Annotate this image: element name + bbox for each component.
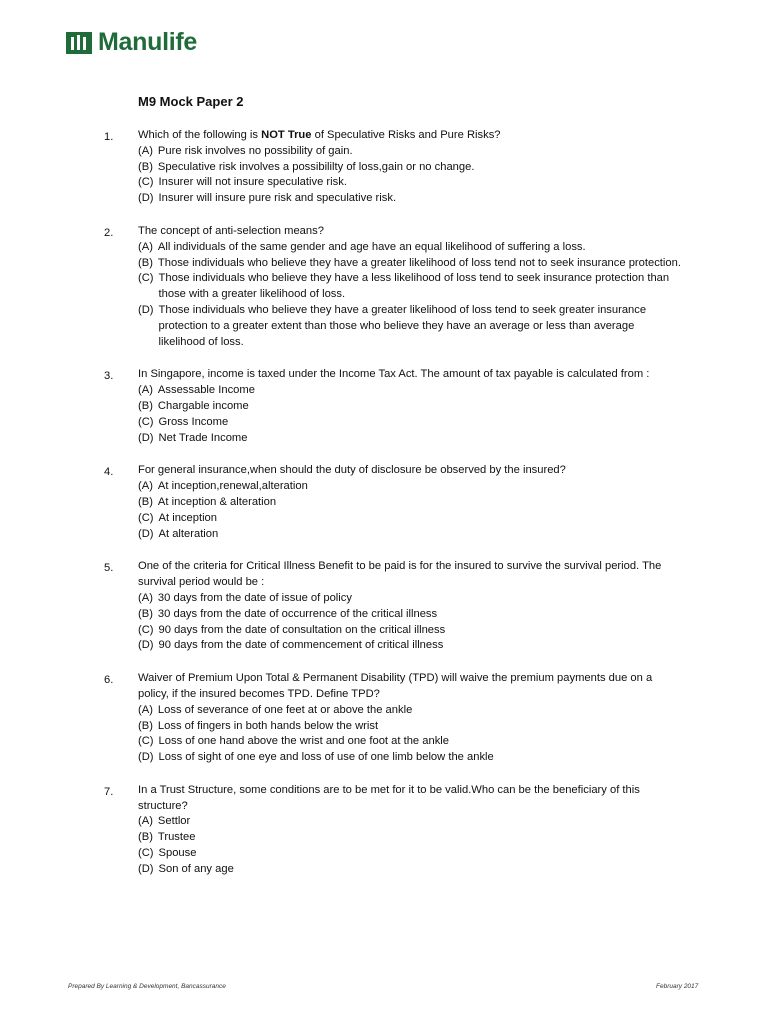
option-letter: (C) [138, 735, 154, 748]
option-letter: (C) [138, 176, 154, 189]
option-letter: (D) [138, 639, 154, 652]
option-b [138, 830, 683, 846]
question-number: 2. [104, 226, 114, 239]
question-number: 7. [104, 785, 114, 798]
option-letter: (D) [138, 862, 154, 875]
option-b [138, 160, 683, 176]
option-letter: (D) [138, 527, 154, 540]
question-number: 3. [104, 370, 114, 383]
option-text: Pure risk involves no possibility of gain. [157, 144, 353, 157]
option-letter: (C) [138, 847, 154, 860]
option-text: At alteration [158, 527, 219, 540]
question-5 [0, 559, 768, 654]
option-text: Gross Income [158, 415, 229, 428]
question-3 [0, 367, 768, 446]
option-d [138, 750, 683, 766]
option-d [138, 191, 683, 207]
option-b [138, 607, 683, 623]
option-text: Net Trade Income [158, 431, 248, 444]
option-letter: (B) [138, 160, 153, 173]
option-a [138, 814, 683, 830]
option-text: Speculative risk involves a possibililty of loss,gain or no change. [157, 160, 475, 173]
option-text: Those individuals who believe they have a less likelihood of loss tend to seek insurance protection than those with a greater likelihood of loss. [158, 272, 670, 301]
option-c [138, 415, 683, 431]
option-a [138, 703, 683, 719]
option-b [138, 399, 683, 415]
option-text: At inception,renewal,alteration [157, 480, 308, 493]
option-text: Insurer will insure pure risk and speculative risk. [158, 192, 397, 205]
option-text: Loss of fingers in both hands below the wrist [157, 719, 379, 732]
option-letter: (B) [138, 607, 153, 620]
footer-date: February 2017 [656, 983, 699, 990]
option-text: All individuals of the same gender and age have an equal likelihood of suffering a loss. [157, 240, 586, 253]
option-text: Son of any age [158, 862, 234, 875]
option-letter: (A) [138, 591, 153, 604]
brand-name: Manulife [98, 28, 197, 56]
option-letter: (A) [138, 815, 153, 828]
option-c [138, 175, 683, 191]
option-c [138, 271, 683, 303]
option-letter: (D) [138, 192, 154, 205]
option-a [138, 383, 683, 399]
option-letter: (D) [138, 751, 154, 764]
option-text: Loss of severance of one feet at or above the ankle [157, 703, 413, 716]
option-text: Those individuals who believe they have a greater likelihood of loss tend not to seek insurance protection. [157, 256, 681, 269]
option-d [138, 303, 683, 350]
option-text: Trustee [157, 831, 196, 844]
option-letter: (C) [138, 272, 154, 285]
option-b [138, 719, 683, 735]
question-stem: The concept of anti-selection means? [138, 224, 324, 237]
option-text: Loss of one hand above the wrist and one foot at the ankle [158, 735, 449, 748]
option-letter: (B) [138, 399, 153, 412]
option-d [138, 638, 683, 654]
option-letter: (B) [138, 495, 153, 508]
question-stem: Waiver of Premium Upon Total & Permanent Disability (TPD) will waive the premium payments due on a policy, if the insured becomes TPD. Define TPD? [138, 672, 653, 700]
option-letter: (C) [138, 415, 154, 428]
option-text: Those individuals who believe they have a greater likelihood of loss tend to seek greater insurance protection to a greater extent than those who believe they have an average or less than average likelihood of loss. [158, 303, 647, 348]
option-text: At inception & alteration [157, 495, 277, 508]
option-text: 30 days from the date of issue of policy [157, 591, 352, 604]
option-a [138, 591, 683, 607]
option-b [138, 256, 683, 272]
option-c [138, 511, 683, 527]
option-a [138, 144, 683, 160]
manulife-logo [66, 28, 197, 57]
option-text: 30 days from the date of occurrence of the critical illness [157, 607, 438, 620]
question-6 [0, 671, 768, 766]
option-text: Assessable Income [157, 384, 255, 397]
option-c [138, 734, 683, 750]
question-1 [0, 128, 768, 207]
stem-emphasis: NOT True [261, 129, 312, 141]
option-text: 90 days from the date of commencement of critical illness [158, 639, 444, 652]
page-title: M9 Mock Paper 2 [138, 94, 244, 109]
manulife-logo-icon [66, 32, 92, 54]
question-stem: In a Trust Structure, some conditions are to be met for it to be valid.Who can be the beneficiary of this structure? [138, 783, 640, 812]
option-letter: (B) [138, 256, 153, 269]
option-letter: (C) [138, 623, 154, 636]
option-d [138, 862, 683, 878]
option-text: Spouse [158, 847, 197, 860]
option-c [138, 846, 683, 862]
stem-text: of Speculative Risks and Pure Risks? [311, 129, 501, 141]
question-list [0, 128, 768, 878]
question-7 [0, 783, 768, 878]
option-text: At inception [158, 511, 217, 524]
question-stem: In Singapore, income is taxed under the Income Tax Act. The amount of tax payable is calculated from : [138, 368, 650, 381]
option-letter: (A) [138, 240, 153, 253]
question-2 [0, 224, 768, 350]
stem-text: Which of the following is [138, 129, 262, 141]
option-letter: (B) [138, 831, 153, 844]
option-d [138, 431, 683, 447]
option-a [138, 240, 683, 256]
option-a [138, 479, 683, 495]
option-b [138, 495, 683, 511]
option-letter: (A) [138, 144, 153, 157]
question-number: 6. [104, 674, 114, 687]
option-letter: (A) [138, 384, 153, 397]
option-text: 90 days from the date of consultation on the critical illness [158, 623, 446, 636]
question-number: 1. [104, 131, 114, 143]
footer-prepared-by: Prepared By Learning & Development, Bancassurance [68, 983, 226, 990]
option-letter: (A) [138, 703, 153, 716]
question-stem: One of the criteria for Critical Illness Benefit to be paid is for the insured to survive the survival period. The survival period would be : [138, 560, 662, 589]
question-stem: For general insurance,when should the duty of disclosure be observed by the insured? [138, 464, 566, 477]
option-d [138, 527, 683, 543]
option-letter: (B) [138, 719, 153, 732]
option-text: Insurer will not insure speculative risk. [158, 176, 347, 189]
option-text: Loss of sight of one eye and loss of use of one limb below the ankle [158, 751, 494, 764]
option-text: Chargable income [157, 399, 249, 412]
option-letter: (D) [138, 431, 154, 444]
question-number: 4. [104, 466, 114, 479]
option-letter: (D) [138, 303, 154, 316]
question-4 [0, 463, 768, 542]
option-c [138, 623, 683, 639]
option-letter: (A) [138, 480, 153, 493]
question-stem [138, 128, 683, 144]
option-text: Settlor [157, 815, 191, 828]
option-letter: (C) [138, 511, 154, 524]
question-number: 5. [104, 562, 114, 575]
